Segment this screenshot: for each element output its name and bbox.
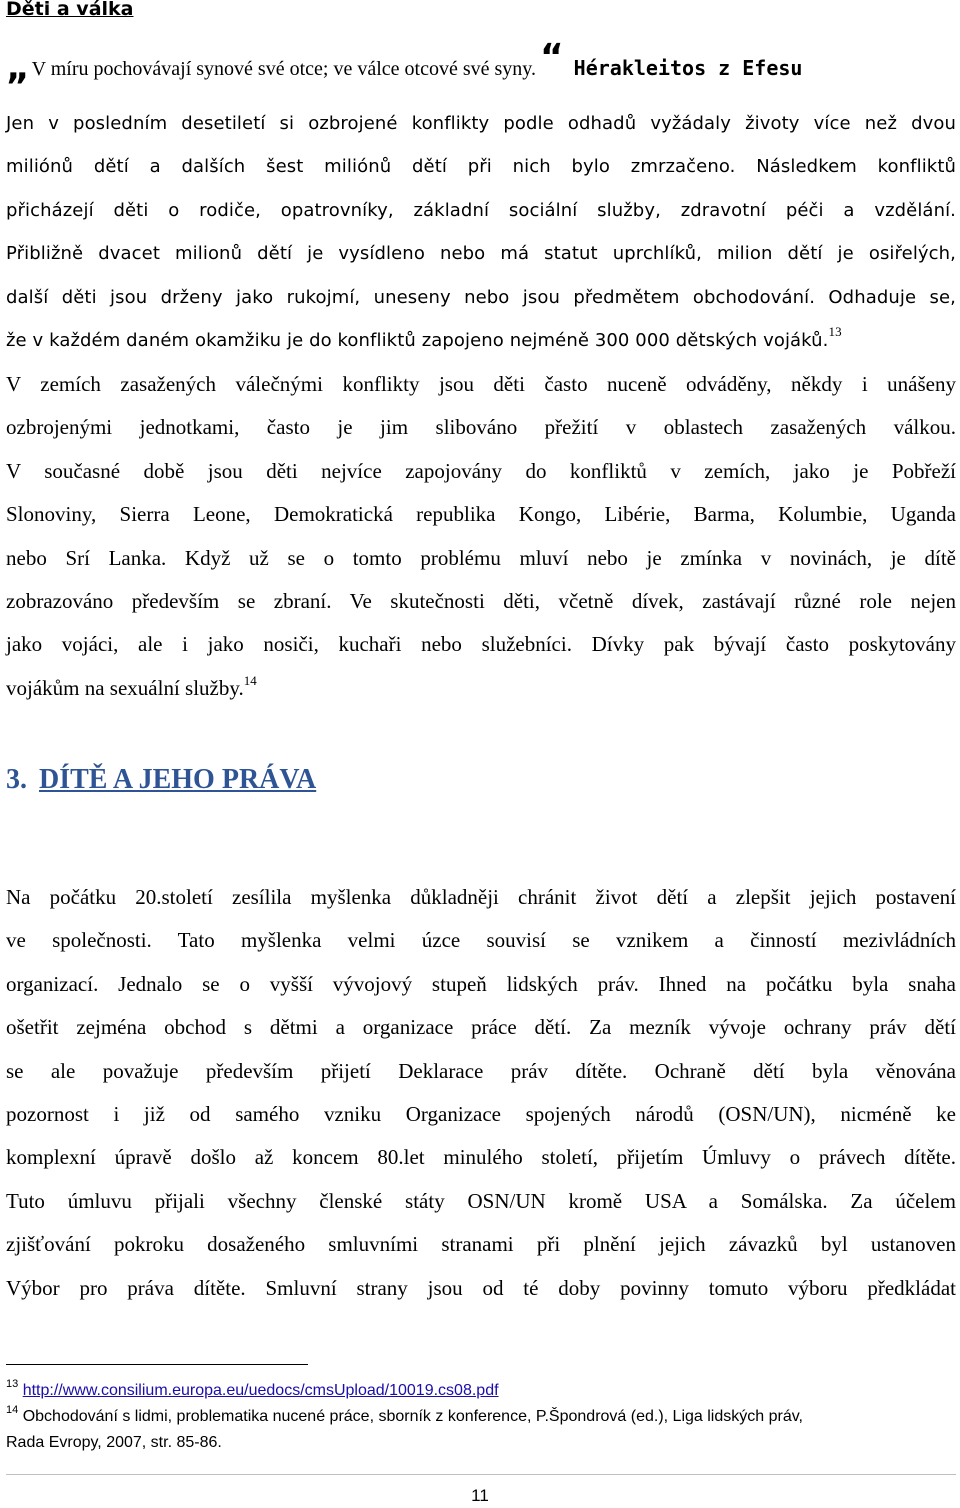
page-number: 11 [471, 1486, 489, 1505]
closing-quote-mark: “ [539, 37, 564, 78]
text-line: Přibližně dvacet milionů dětí je vysídleno nebo má statut uprchlíků, milion dětí je osiřelých, [6, 243, 956, 265]
quote-author: Hérakleitos z Efesu [573, 56, 803, 80]
text-line: komplexní úpravě došlo až koncem 80.let minulého století, přijetím Úmluvy o právech dítěte. [6, 1145, 956, 1170]
footnote-number: 14 [6, 1404, 19, 1416]
page-footer-rule [6, 1474, 956, 1475]
text-line-with-footnote [6, 667, 956, 710]
text-line: jako vojáci, ale i jako nosiči, kuchaři nebo služebníci. Dívky pak bývají často poskytovány [6, 632, 956, 657]
text-line: Slonoviny, Sierra Leone, Demokratická republika Kongo, Libérie, Barma, Kolumbie, Uganda [6, 502, 956, 527]
text-line: Výbor pro práva dítěte. Smluvní strany jsou od té doby povinny tomuto výboru předkládat [6, 1275, 956, 1300]
text-line: zjišťování pokroku dosaženého smluvními stranami při plnění jejich závazků byl ustanoven [6, 1232, 956, 1257]
chapter-title: DÍTĚ A JEHO PRÁVA [39, 764, 317, 795]
footnote-ref-14[interactable]: 14 [243, 672, 257, 688]
text-line: Tuto úmluvu přijali všechny členské státy OSN/UN kromě USA a Somálska. Za účelem [6, 1188, 956, 1213]
epigraph-quote [6, 37, 956, 88]
text-line: ošetřit zejména obchod s dětmi a organizace práce dětí. Za mezník vývoje ochrany práv dětí [6, 1015, 956, 1040]
text-line: ve společnosti. Tato myšlenka velmi úzce souvisí se vznikem a činností mezivládních [6, 928, 956, 953]
text-line-with-footnote [6, 319, 956, 362]
text-line: miliónů dětí a dalších šest miliónů dětí při nich bylo zmrzačeno. Následkem konfliktů [6, 156, 956, 178]
text-line: že v každém daném okamžiku je do konfliktů zapojeno nejméně 300 000 dětských vojáků. [6, 330, 829, 352]
text-line: organizací. Jednalo se o vyšší vývojový stupeň lidských práv. Ihned na počátku byla snaha [6, 971, 956, 996]
text-line: ozbrojenými jednotkami, často je jim slibováno přežití v oblastech zasažených válkou. [6, 415, 956, 440]
footnote-ref-13[interactable]: 13 [828, 324, 842, 340]
text-line: V zemích zasažených válečnými konflikty jsou děti často nuceně odváděny, někdy i unášeny [6, 372, 956, 396]
text-line: zobrazováno především se zbraní. Ve skutečnosti děti, včetně dívek, zastávají různé role nejen [6, 589, 956, 614]
chapter-heading [6, 764, 316, 796]
text-line: Na počátku 20.století zesílila myšlenka důkladněji chránit život dětí a zlepšit jejich postavení [6, 885, 956, 909]
quote-text: V míru pochovávají synové své otce; ve válce otcové své syny. [31, 58, 536, 80]
section-title: Děti a válka [6, 0, 134, 20]
text-line: pozornost i již od samého vzniku Organizace spojených národů (OSN/UN), nicméně ke [6, 1102, 956, 1127]
text-line: další děti jsou drženy jako rukojmí, uneseny nebo jsou předmětem obchodování. Odhaduje se, [6, 286, 956, 308]
text-line: Jen v posledním desetiletí si ozbrojené konflikty podle odhadů vyžádaly životy více než dvou [6, 113, 956, 134]
footnote-13 [6, 1378, 956, 1404]
footnotes [6, 1378, 956, 1456]
text-line: V současné době jsou děti nejvíce zapojovány do konfliktů v zemích, jako je Pobřeží [6, 458, 956, 483]
footnote-text: Obchodování s lidmi, problematika nucené práce, sborník z konference, P.Špondrová (ed.), Liga lidských práv, [22, 1408, 803, 1425]
footnote-14-continuation: Rada Evropy, 2007, str. 85-86. [6, 1434, 222, 1451]
footnote-number: 13 [6, 1378, 19, 1390]
footnote-separator [6, 1364, 308, 1365]
paragraph-sans [6, 102, 956, 362]
paragraph-serif [6, 363, 956, 710]
paragraph-rights [6, 876, 956, 1310]
text-line: nebo Srí Lanka. Když už se o tomto problému mluví nebo je zmínka v novinách, je dítě [6, 545, 956, 570]
footnote-14 [6, 1404, 956, 1430]
opening-quote-mark: „ [6, 47, 30, 88]
footnote-link[interactable]: http://www.consilium.europa.eu/uedocs/cmsUpload/10019.cs08.pdf [22, 1382, 499, 1399]
chapter-number: 3. [6, 764, 27, 795]
text-line: vojákům na sexuální služby. [6, 675, 244, 700]
text-line: se ale považuje především přijetí Deklarace práv dítěte. Ochraně dětí byla věnována [6, 1058, 956, 1083]
text-line: přicházejí děti o rodiče, opatrovníky, základní sociální služby, zdravotní péči a vzdělání. [6, 199, 956, 221]
